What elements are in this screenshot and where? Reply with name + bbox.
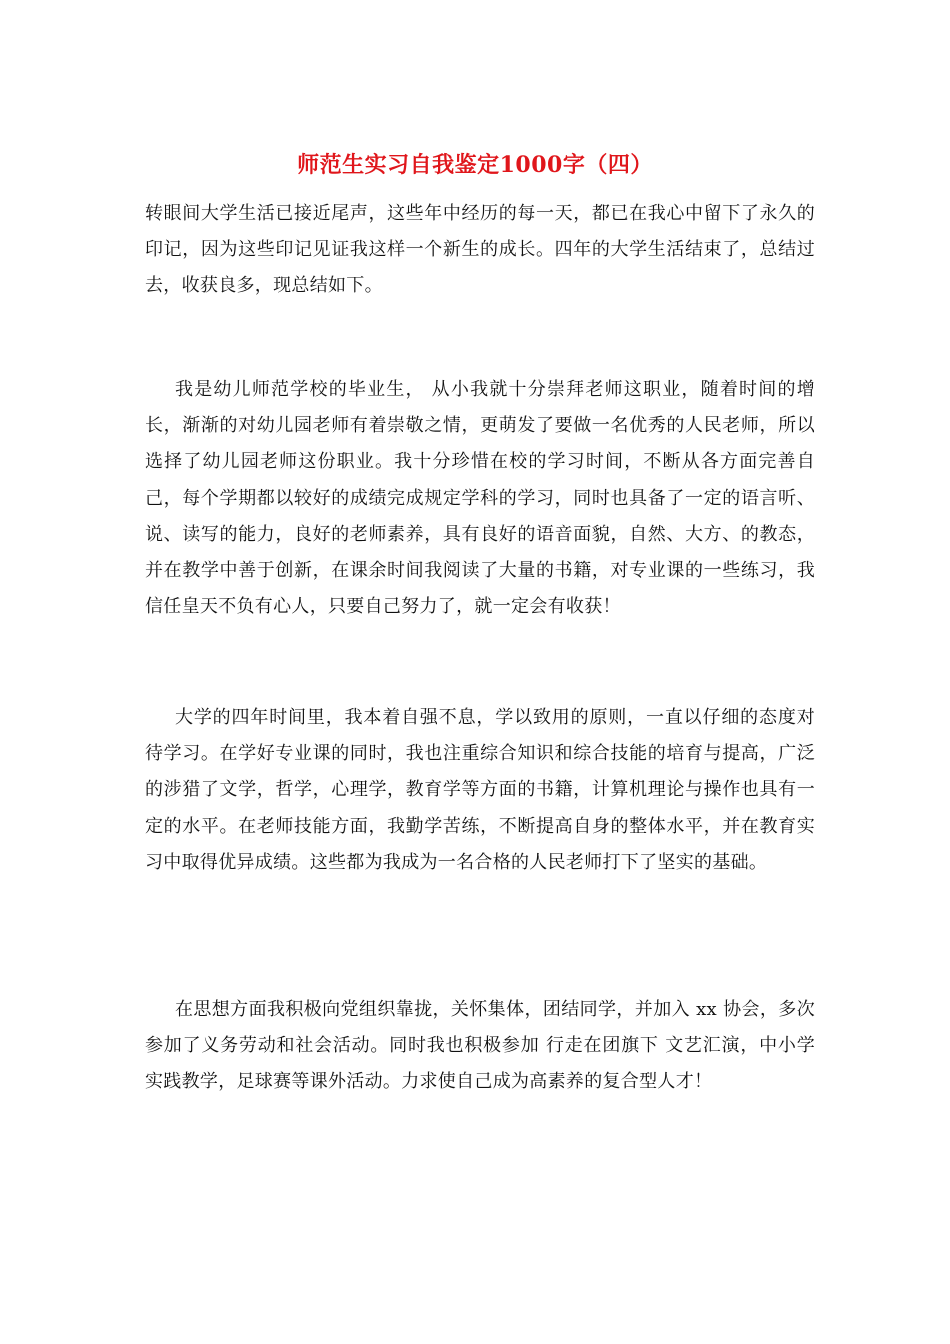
paragraph-activities: 在思想方面我积极向党组织靠拢，关怀集体，团结同学，并加入 xx 协会，多次参加了义务劳动和社会活动。同时我也积极参加 行走在团旗下 文艺汇演，中小学实践教学，足球赛等课外活动。力求使自己成为高素养的复合型人才！ — [145, 999, 815, 1093]
document-title: 师范生实习自我鉴定1000字（四） — [297, 152, 653, 178]
paragraph-study: 大学的四年时间里，我本着自强不息，学以致用的原则，一直以仔细的态度对待学习。在学好专业课的同时，我也注重综合知识和综合技能的培育与提高，广泛的涉猎了文学，哲学，心理学，教育学等方面的书籍，计算机理论与操作也具有一定的水平。在老师技能方面，我勤学苦练，不断提高自身的整体水平，并在教育实习中取得优异成绩。这些都为我成为一名合格的人民老师打下了坚实的基础。 — [145, 707, 815, 873]
paragraph-background: 我是幼儿师范学校的毕业生， 从小我就十分崇拜老师这职业，随着时间的增长，渐渐的对幼儿园老师有着崇敬之情，更萌发了要做一名优秀的人民老师，所以选择了幼儿园老师这份职业。我十分珍惜在校的学习时间，不断从各方面完善自己，每个学期都以较好的成绩完成规定学科的学习，同时也具备了一定的语言听、说、读写的能力，良好的老师素养，具有良好的语音面貌，自然、大方、的教态，并在教学中善于创新，在课余时间我阅读了大量的书籍，对专业课的一些练习，我信任皇天不负有心人，只要自己努力了，就一定会有收获！ — [145, 379, 815, 618]
paragraph-intro: 转眼间大学生活已接近尾声，这些年中经历的每一天，都已在我心中留下了永久的印记，因为这些印记见证我这样一个新生的成长。四年的大学生活结束了，总结过去，收获良多，现总结如下。 — [145, 203, 815, 297]
